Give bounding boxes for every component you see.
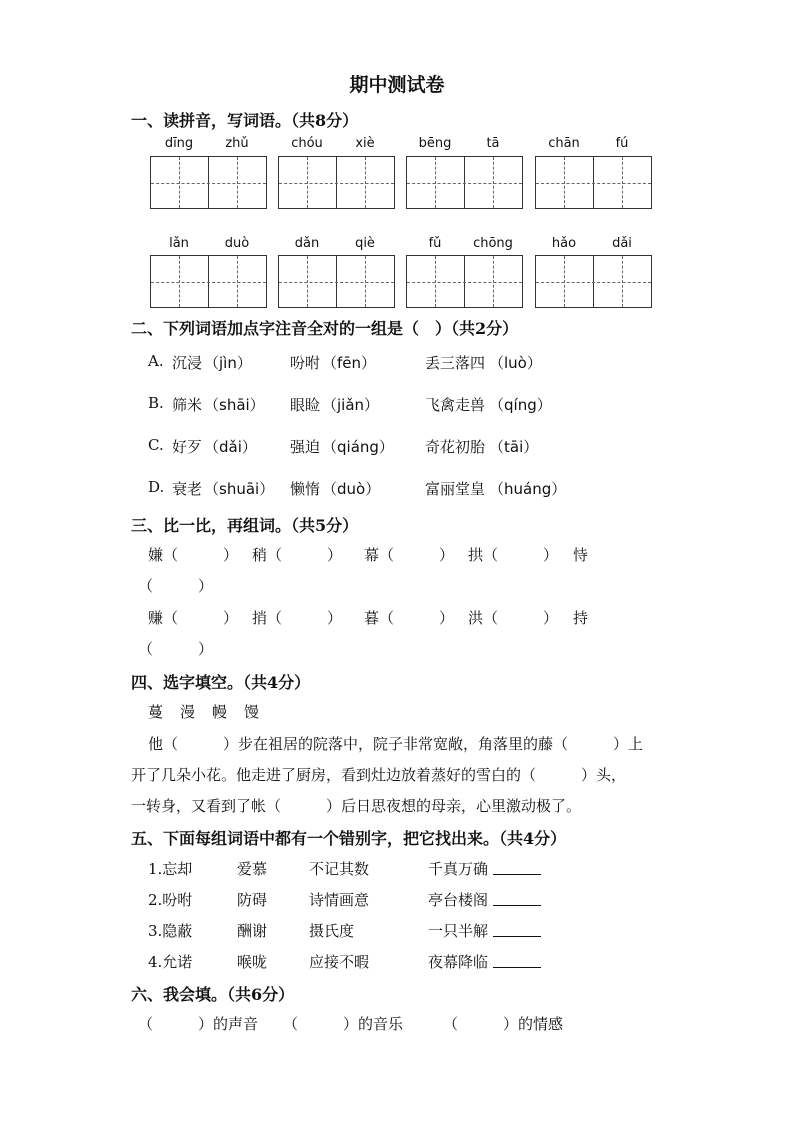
option-pinyin-2: （fēn） bbox=[322, 354, 377, 372]
compare-item-blank: （ ） bbox=[138, 640, 214, 658]
option-pinyin-1: （shuāi） bbox=[204, 480, 275, 498]
option-label: A. bbox=[148, 352, 164, 370]
option-label: B. bbox=[148, 394, 164, 412]
option-word-3: 丢三落四 bbox=[425, 354, 486, 372]
compare-item: 稍（ ） bbox=[252, 546, 343, 564]
option-label: C. bbox=[148, 436, 164, 454]
option-pinyin-1: （jìn） bbox=[204, 354, 252, 372]
option-word-3: 奇花初胎 bbox=[425, 438, 486, 456]
pinyin-syllable: xiè bbox=[355, 136, 375, 151]
pinyin-syllable: tā bbox=[486, 136, 500, 151]
candidate-characters: 蔓 漫 幔 馒 bbox=[148, 703, 261, 721]
tianzige-writing-box[interactable] bbox=[278, 255, 395, 308]
pinyin-syllable: dǎi bbox=[612, 236, 632, 251]
word-group-item: 一只半解 bbox=[428, 922, 489, 940]
option-word-1: 衰老 bbox=[172, 480, 203, 498]
option-pinyin-2: （qiáng） bbox=[322, 438, 394, 456]
word-group-item: 千真万确 bbox=[428, 860, 489, 878]
section-3-heading: 三、比一比，再组词。（共5分） bbox=[131, 516, 359, 535]
pinyin-syllable: fú bbox=[615, 136, 629, 151]
word-group-item: 夜幕降临 bbox=[428, 953, 489, 971]
answer-blank[interactable] bbox=[493, 953, 541, 968]
pinyin-syllable: qiè bbox=[355, 236, 375, 251]
word-group-item: 诗情画意 bbox=[309, 891, 370, 909]
option-word-2: 强迫 bbox=[290, 438, 321, 456]
option-word-2: 眼睑 bbox=[290, 396, 321, 414]
word-group-item: 摄氏度 bbox=[309, 922, 355, 940]
word-group-item: 爱慕 bbox=[237, 860, 268, 878]
pinyin-syllable: bēng bbox=[418, 136, 452, 151]
option-word-3: 富丽堂皇 bbox=[425, 480, 486, 498]
compare-item: 拱（ ） bbox=[468, 546, 559, 564]
answer-blank[interactable] bbox=[493, 891, 541, 906]
pinyin-syllable: chóu bbox=[291, 136, 323, 151]
passage-line-1: 他（ ）步在祖居的院落中，院子非常宽敞，角落里的藤（ ）上 bbox=[148, 735, 644, 753]
option-pinyin-2: （jiǎn） bbox=[322, 396, 380, 414]
fill-in-phrase: （ ）的音乐 bbox=[283, 1015, 404, 1033]
option-word-1: 好歹 bbox=[172, 438, 203, 456]
compare-item: 赚（ ） bbox=[148, 609, 239, 627]
compare-item: 捎（ ） bbox=[252, 609, 343, 627]
word-group-item: 防碍 bbox=[237, 891, 268, 909]
word-group-item: 应接不暇 bbox=[309, 953, 370, 971]
option-pinyin-3: （tāi） bbox=[489, 438, 539, 456]
option-word-3: 飞禽走兽 bbox=[425, 396, 486, 414]
fill-in-phrase: （ ）的情感 bbox=[443, 1015, 564, 1033]
answer-blank[interactable] bbox=[493, 860, 541, 875]
section-4-heading: 四、选字填空。（共4分） bbox=[131, 673, 311, 692]
option-word-2: 吩咐 bbox=[290, 354, 321, 372]
tianzige-writing-box[interactable] bbox=[535, 156, 652, 209]
option-pinyin-3: （luò） bbox=[489, 354, 542, 372]
compare-item: 暮（ ） bbox=[364, 609, 455, 627]
tianzige-writing-box[interactable] bbox=[278, 156, 395, 209]
option-pinyin-3: （huáng） bbox=[489, 480, 567, 498]
tianzige-writing-box[interactable] bbox=[535, 255, 652, 308]
option-pinyin-2: （duò） bbox=[322, 480, 381, 498]
compare-item: 持 bbox=[573, 609, 589, 627]
compare-item: 恃 bbox=[573, 546, 589, 564]
compare-item: 嫌（ ） bbox=[148, 546, 239, 564]
pinyin-syllable: lǎn bbox=[169, 236, 189, 251]
answer-blank[interactable] bbox=[493, 922, 541, 937]
pinyin-syllable: fǔ bbox=[428, 236, 442, 251]
tianzige-writing-box[interactable] bbox=[406, 255, 523, 308]
option-word-1: 筛米 bbox=[172, 396, 203, 414]
tianzige-writing-box[interactable] bbox=[150, 156, 267, 209]
page-title: 期中测试卷 bbox=[349, 74, 445, 96]
word-group-item: 3.隐蔽 bbox=[148, 922, 193, 940]
word-group-item: 不记其数 bbox=[309, 860, 370, 878]
option-pinyin-1: （dǎi） bbox=[204, 438, 257, 456]
section-5-heading: 五、下面每组词语中都有一个错别字，把它找出来。（共4分） bbox=[131, 829, 567, 848]
pinyin-syllable: chān bbox=[548, 136, 580, 151]
option-label: D. bbox=[148, 478, 165, 496]
section-6-heading: 六、我会填。（共6分） bbox=[131, 985, 295, 1004]
option-word-2: 懒惰 bbox=[290, 480, 321, 498]
option-pinyin-1: （shāi） bbox=[204, 396, 265, 414]
option-pinyin-3: （qíng） bbox=[489, 396, 552, 414]
pinyin-syllable: dīng bbox=[164, 136, 194, 151]
compare-item-blank: （ ） bbox=[138, 577, 214, 595]
word-group-item: 喉咙 bbox=[237, 953, 268, 971]
fill-in-phrase: （ ）的声音 bbox=[138, 1015, 259, 1033]
tianzige-writing-box[interactable] bbox=[406, 156, 523, 209]
word-group-item: 酬谢 bbox=[237, 922, 268, 940]
pinyin-syllable: dǎn bbox=[294, 236, 320, 251]
compare-item: 洪（ ） bbox=[468, 609, 559, 627]
tianzige-writing-box[interactable] bbox=[150, 255, 267, 308]
option-word-1: 沉浸 bbox=[172, 354, 203, 372]
pinyin-syllable: zhǔ bbox=[225, 136, 249, 151]
word-group-item: 2.吩咐 bbox=[148, 891, 193, 909]
pinyin-syllable: hǎo bbox=[551, 236, 577, 251]
pinyin-syllable: duò bbox=[224, 236, 250, 251]
word-group-item: 亭台楼阁 bbox=[428, 891, 489, 909]
passage-line-2: 开了几朵小花。他走进了厨房，看到灶边放着蒸好的雪白的（ ）头， bbox=[131, 766, 627, 784]
word-group-item: 4.允诺 bbox=[148, 953, 193, 971]
compare-item: 幕（ ） bbox=[364, 546, 455, 564]
passage-line-3: 一转身，又看到了帐（ ）后日思夜想的母亲，心里激动极了。 bbox=[131, 797, 582, 815]
section-2-heading: 二、下列词语加点字注音全对的一组是（ ）（共2分） bbox=[131, 319, 519, 338]
pinyin-syllable: chōng bbox=[473, 236, 513, 251]
section-1-heading: 一、读拼音，写词语。（共8分） bbox=[131, 111, 359, 130]
word-group-item: 1.忘却 bbox=[148, 860, 193, 878]
